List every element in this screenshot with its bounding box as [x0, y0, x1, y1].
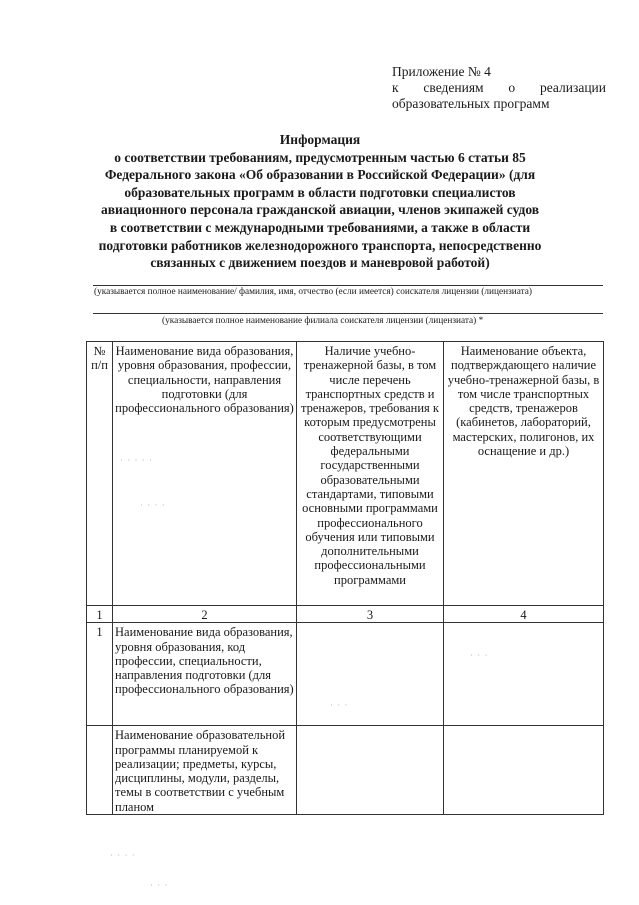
- appendix-block: [392, 64, 606, 112]
- appendix-number: Приложение № 4: [392, 64, 491, 79]
- branch-fill-line: [93, 313, 603, 314]
- header-cell-training-base: Наличие учебно-тренажерной базы, в том числе перечень транспортных средств и тренажеров, требования к которым предусмотрены соответствующими федеральными государственными образовательными стандартами, типовыми основными программами профессионального обучения или типовыми дополнительными профессиональными программами: [297, 342, 444, 606]
- title-line: в соответствии с международными требованиями, а также в области: [109, 219, 531, 235]
- row-number-cell: [87, 726, 113, 815]
- row-number-cell: 1: [87, 623, 113, 726]
- title-heading: Информация: [279, 132, 361, 147]
- table-header-row: [87, 342, 604, 606]
- appendix-word: сведениям: [423, 80, 484, 95]
- title-line: связанных с движением поездов и маневровой работой): [150, 255, 490, 271]
- title-line: Федерального закона «Об образовании в Российской Федерации» (для: [104, 167, 536, 183]
- column-number: 3: [297, 606, 444, 623]
- row-base-cell: [297, 623, 444, 726]
- table-row: [87, 623, 604, 726]
- header-cell-object: Наименование объекта, подтверждающего наличие учебно-тренажерной базы, в том числе транспортных средств, тренажеров (кабинетов, лабораторий, мастерских, полигонов, их оснащение и др.): [444, 342, 604, 606]
- appendix-subtitle-end: образовательных программ: [392, 96, 550, 111]
- scan-noise: · · · ·: [140, 500, 166, 510]
- appendix-word: к: [392, 80, 399, 95]
- scan-noise: · · ·: [150, 880, 169, 890]
- applicant-fill-line: [93, 285, 603, 286]
- row-object-cell: [444, 726, 604, 815]
- appendix-word: реализации: [540, 80, 606, 95]
- table-row: [87, 726, 604, 815]
- title-line: образовательных программ в области подготовки специалистов: [124, 184, 516, 200]
- document-title: [70, 131, 570, 272]
- row-object-cell: [444, 623, 604, 726]
- header-cell-number: № п/п: [87, 342, 113, 606]
- column-number: 1: [87, 606, 113, 623]
- row-base-cell: [297, 726, 444, 815]
- appendix-word: о: [508, 80, 516, 95]
- branch-hint: (указывается полное наименование филиала соискателя лицензии (лицензиата) *: [162, 316, 484, 326]
- row-name-cell: Наименование вида образования, уровня образования, код профессии, специальности, направления подготовки (для профессионального образования): [113, 623, 297, 726]
- training-base-table: [86, 341, 604, 815]
- title-line: авиационного персонала гражданской авиации, членов экипажей судов: [100, 202, 540, 218]
- applicant-hint: (указывается полное наименование/ фамилия, имя, отчество (если имеется) соискателя лицензии (лицензиата): [94, 287, 533, 297]
- scan-noise: · · ·: [470, 650, 489, 660]
- column-number-row: [87, 606, 604, 623]
- scan-noise: · · ·: [330, 700, 349, 710]
- scan-noise: · · · · ·: [120, 455, 153, 465]
- header-cell-education: Наименование вида образования, уровня образования, профессии, специальности, направления подготовки (для профессионального образования): [113, 342, 297, 606]
- title-line: о соответствии требованиям, предусмотренным частью 6 статьи 85: [114, 149, 526, 165]
- scan-noise: · · · ·: [110, 850, 136, 860]
- column-number: 2: [113, 606, 297, 623]
- column-number: 4: [444, 606, 604, 623]
- appendix-subtitle-line: [392, 80, 606, 96]
- row-name-cell: Наименование образовательной программы планируемой к реализации; предметы, курсы, дисциплины, модули, разделы, темы в соответствии с учебным планом: [113, 726, 297, 815]
- title-line: подготовки работников железнодорожного транспорта, непосредственно: [98, 237, 542, 253]
